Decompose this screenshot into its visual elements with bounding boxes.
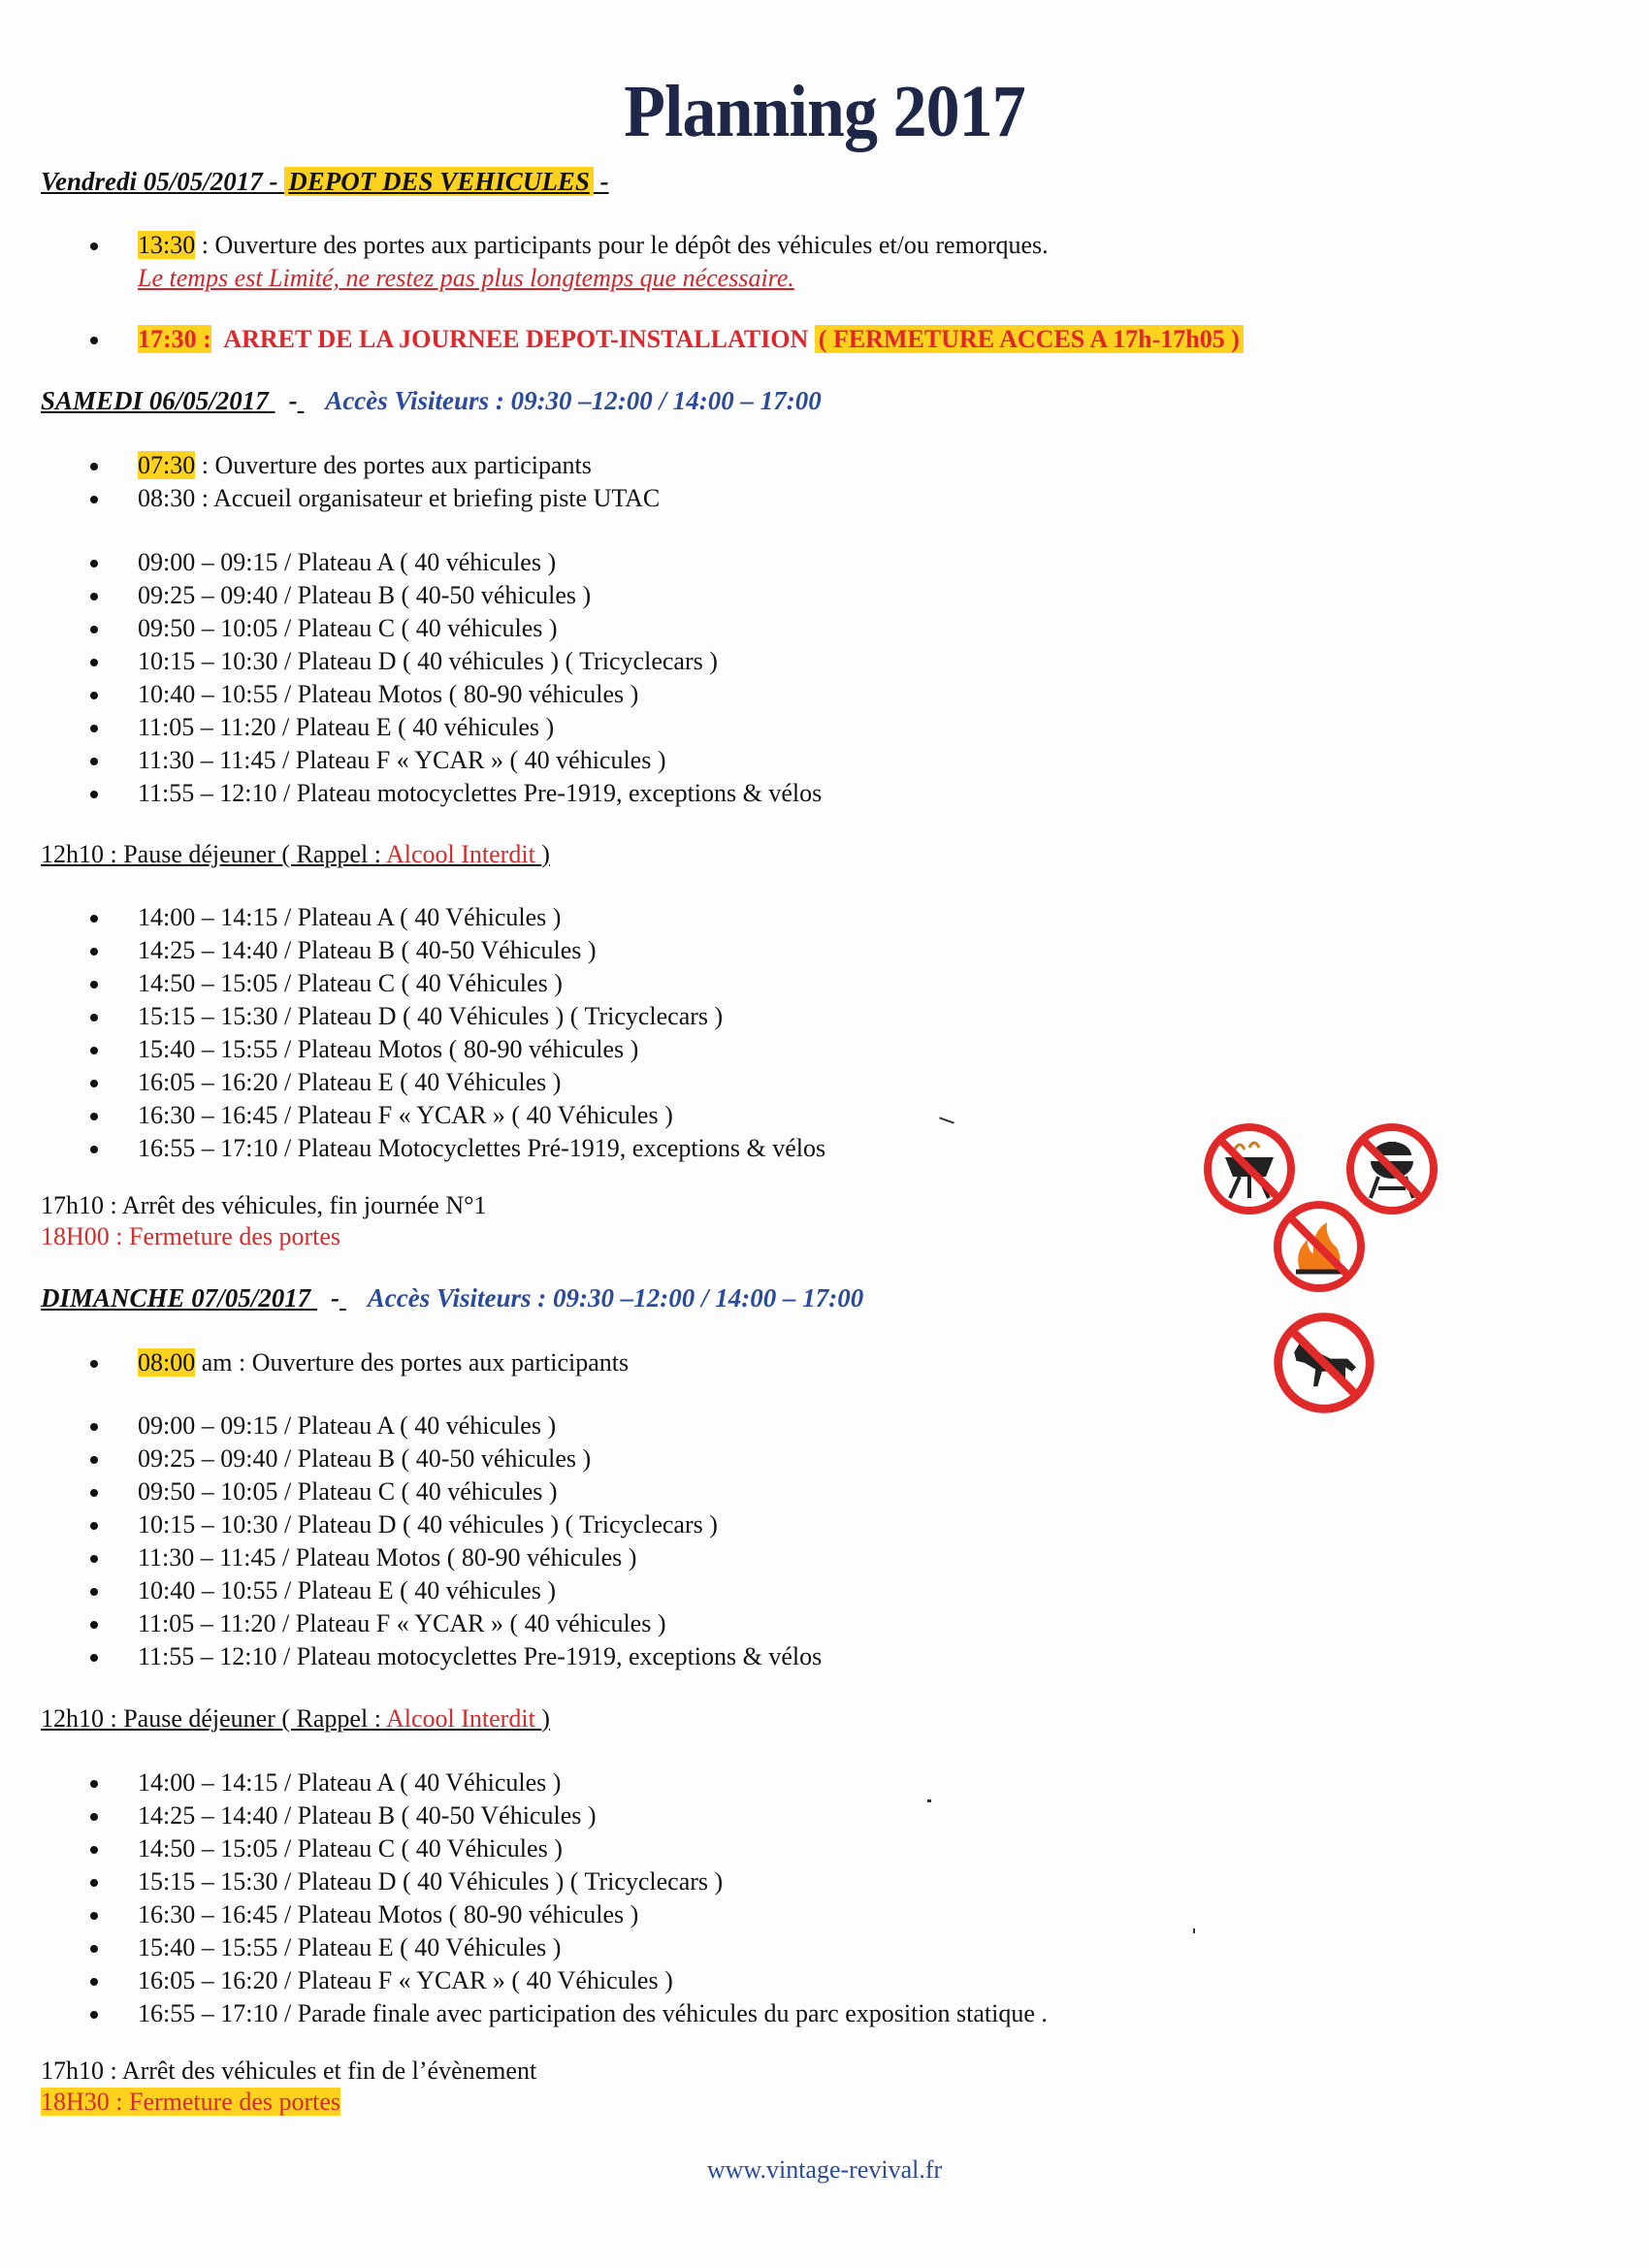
pause-close: ) <box>541 840 550 868</box>
sunday-opening-list <box>0 1346 629 1379</box>
list-item <box>0 1346 629 1379</box>
pause-text: 12h10 : Pause déjeuner ( Rappel : <box>41 840 381 868</box>
access-closure: ( FERMETURE ACCES A 17h-17h05 ) <box>815 325 1244 353</box>
time-highlight: 07:30 <box>138 451 196 479</box>
friday-label: DEPOT DES VEHICULES <box>284 167 594 196</box>
item-time: 08:30 <box>138 484 196 512</box>
pause-text: 12h10 : Pause déjeuner ( Rappel : <box>41 1704 381 1733</box>
scan-speck <box>927 1799 931 1802</box>
sunday-dash: - <box>331 1283 340 1312</box>
list-item: 14:00 – 14:15 / Plateau A ( 40 Véhicules ) <box>0 1766 1048 1799</box>
list-item: 15:15 – 15:30 / Plateau D ( 40 Véhicules ) ( Tricyclecars ) <box>0 1865 1048 1898</box>
list-item: 16:55 – 17:10 / Plateau Motocyclettes Pré-1919, exceptions & vélos <box>0 1132 825 1165</box>
sunday-lunch-break <box>41 1704 550 1733</box>
list-item <box>0 323 1244 356</box>
closing-time-highlight: 18H30 : Fermeture des portes <box>41 2088 341 2116</box>
friday-list-2 <box>0 323 1244 356</box>
sunday-morning-list <box>0 1409 822 1673</box>
friday-trail: - <box>599 167 609 196</box>
saturday-morning-list <box>0 546 822 810</box>
alcohol-warning: Alcool Interdit <box>386 840 535 868</box>
list-item: 09:25 – 09:40 / Plateau B ( 40-50 véhicules ) <box>0 1442 822 1475</box>
list-item: 14:00 – 14:15 / Plateau A ( 40 Véhicules ) <box>0 901 825 934</box>
list-item: 10:15 – 10:30 / Plateau D ( 40 véhicules ) ( Tricyclecars ) <box>0 1508 822 1541</box>
friday-list <box>0 229 1049 295</box>
sunday-afternoon-list <box>0 1766 1048 2030</box>
friday-date: Vendredi 05/05/2017 - <box>41 167 278 196</box>
sunday-heading <box>41 1283 863 1313</box>
list-item: 15:15 – 15:30 / Plateau D ( 40 Véhicules ) ( Tricyclecars ) <box>0 1000 825 1033</box>
sunday-access: Accès Visiteurs : 09:30 –12:00 / 14:00 – 17:00 <box>367 1283 864 1312</box>
list-item: 09:25 – 09:40 / Plateau B ( 40-50 véhicules ) <box>0 579 822 612</box>
sunday-date: DIMANCHE 07/05/2017 <box>41 1283 311 1312</box>
item-text: am : Ouverture des portes aux participants <box>201 1348 630 1377</box>
pause-close: ) <box>541 1704 550 1733</box>
list-item: 11:30 – 11:45 / Plateau F « YCAR » ( 40 véhicules ) <box>0 744 822 777</box>
item-text: ARRET DE LA JOURNEE DEPOT-INSTALLATION <box>223 325 809 353</box>
list-item: 10:40 – 10:55 / Plateau E ( 40 véhicules ) <box>0 1574 822 1607</box>
no-dogs-icon <box>1271 1310 1377 1416</box>
saturday-opening-list <box>0 449 660 515</box>
list-item: 15:40 – 15:55 / Plateau Motos ( 80-90 véhicules ) <box>0 1033 825 1066</box>
page-title: Planning 2017 <box>624 71 1025 152</box>
list-item: 10:40 – 10:55 / Plateau Motos ( 80-90 véhicules ) <box>0 678 822 711</box>
scan-speck <box>1193 1928 1195 1933</box>
saturday-end: 17h10 : Arrêt des véhicules, fin journée N°1 <box>41 1191 487 1219</box>
list-item <box>0 482 660 515</box>
sunday-end: 17h10 : Arrêt des véhicules et fin de l’évènement <box>41 2057 537 2085</box>
item-note: Le temps est Limité, ne restez pas plus longtemps que nécessaire. <box>138 264 794 292</box>
list-item: 14:25 – 14:40 / Plateau B ( 40-50 Véhicules ) <box>0 934 825 967</box>
sunday-close <box>41 2088 340 2117</box>
list-item: 16:30 – 16:45 / Plateau Motos ( 80-90 véhicules ) <box>0 1898 1048 1931</box>
list-item: 11:05 – 11:20 / Plateau E ( 40 véhicules ) <box>0 711 822 744</box>
time-highlight: 13:30 <box>138 231 196 259</box>
no-fire-icon <box>1271 1198 1368 1295</box>
list-item <box>0 229 1049 295</box>
footer-url: www.vintage-revival.fr <box>706 2155 943 2184</box>
list-item: 11:55 – 12:10 / Plateau motocyclettes Pre-1919, exceptions & vélos <box>0 777 822 810</box>
list-item: 16:05 – 16:20 / Plateau F « YCAR » ( 40 Véhicules ) <box>0 1964 1048 1997</box>
saturday-lunch-break <box>41 840 550 869</box>
list-item: 09:00 – 09:15 / Plateau A ( 40 véhicules ) <box>0 546 822 579</box>
list-item: 14:50 – 15:05 / Plateau C ( 40 Véhicules ) <box>0 967 825 1000</box>
list-item: 16:55 – 17:10 / Parade finale avec participation des véhicules du parc exposition statique . <box>0 1997 1048 2030</box>
time-highlight: 08:00 <box>138 1348 196 1377</box>
list-item: 09:50 – 10:05 / Plateau C ( 40 véhicules ) <box>0 612 822 645</box>
list-item: 10:15 – 10:30 / Plateau D ( 40 véhicules ) ( Tricyclecars ) <box>0 645 822 678</box>
item-text: : Ouverture des portes aux participants pour le dépôt des véhicules et/ou remorques. <box>201 231 1049 259</box>
alcohol-warning: Alcool Interdit <box>386 1704 535 1733</box>
list-item: 16:05 – 16:20 / Plateau E ( 40 Véhicules ) <box>0 1066 825 1099</box>
item-text: : Accueil organisateur et briefing piste UTAC <box>201 484 661 512</box>
time-highlight: 17:30 : <box>138 325 211 353</box>
saturday-heading <box>41 386 822 416</box>
scan-speck <box>939 1117 954 1123</box>
list-item: 11:30 – 11:45 / Plateau Motos ( 80-90 véhicules ) <box>0 1541 822 1574</box>
saturday-afternoon-list <box>0 901 825 1165</box>
list-item <box>0 449 660 482</box>
list-item: 14:25 – 14:40 / Plateau B ( 40-50 Véhicules ) <box>0 1799 1048 1832</box>
list-item: 11:55 – 12:10 / Plateau motocyclettes Pre-1919, exceptions & vélos <box>0 1640 822 1673</box>
saturday-date: SAMEDI 06/05/2017 <box>41 386 269 415</box>
list-item: 11:05 – 11:20 / Plateau F « YCAR » ( 40 véhicules ) <box>0 1607 822 1640</box>
saturday-dash: - <box>288 386 298 415</box>
friday-heading <box>41 167 609 197</box>
list-item: 09:00 – 09:15 / Plateau A ( 40 véhicules ) <box>0 1409 822 1442</box>
list-item: 16:30 – 16:45 / Plateau F « YCAR » ( 40 Véhicules ) <box>0 1099 825 1132</box>
saturday-access: Accès Visiteurs : 09:30 –12:00 / 14:00 – 17:00 <box>325 386 822 415</box>
item-text: : Ouverture des portes aux participants <box>201 451 592 479</box>
list-item: 09:50 – 10:05 / Plateau C ( 40 véhicules ) <box>0 1475 822 1508</box>
list-item: 14:50 – 15:05 / Plateau C ( 40 Véhicules ) <box>0 1832 1048 1865</box>
list-item: 15:40 – 15:55 / Plateau E ( 40 Véhicules ) <box>0 1931 1048 1964</box>
saturday-close: 18H00 : Fermeture des portes <box>41 1222 341 1250</box>
